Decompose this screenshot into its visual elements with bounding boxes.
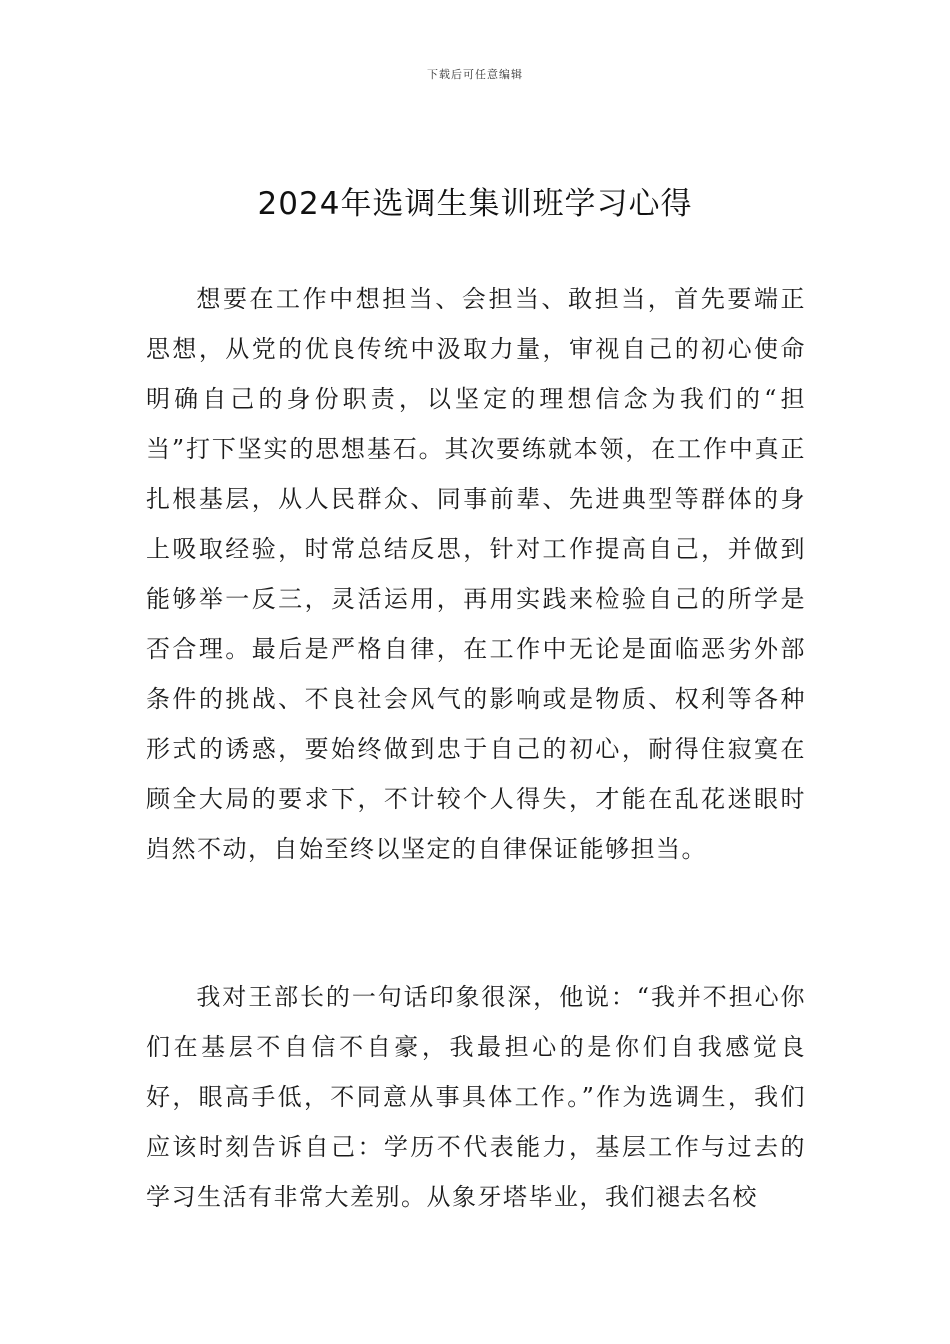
paragraph-2: 我对王部长的一句话印象很深，他说：“我并不担心你们在基层不自信不自豪，我最担心的是你们自我感觉良好，眼高手低，不同意从事具体工作。”作为选调生，我们应该时刻告诉自己：学历不代表能力，基层工作与过去的学习生活有非常大差别。从象牙塔毕业，我们褪去名校 bbox=[146, 983, 806, 1211]
document-title: 2024年选调生集训班学习心得 bbox=[257, 186, 693, 222]
header-note: 下载后可任意编辑 bbox=[427, 68, 523, 81]
paragraph-1: 想要在工作中想担当、会担当、敢担当，首先要端正思想，从党的优良传统中汲取力量，审视自己的初心使命明确自己的身份职责，以坚定的理想信念为我们的“担当”打下坚实的思想基石。其次要练就本领，在工作中真正扎根基层，从人民群众、同事前辈、先进典型等群体的身上吸取经验，时常总结反思，针对工作提高自己，并做到能够举一反三，灵活运用，再用实践来检验自己的所学是否合理。最后是严格自律，在工作中无论是面临恶劣外部条件的挑战、不良社会风气的影响或是物质、权利等各种形式的诱惑，要始终做到忠于自己的初心，耐得住寂寞在顾全大局的要求下，不计较个人得失，才能在乱花迷眼时岿然不动，自始至终以坚定的自律保证能够担当。 bbox=[146, 285, 806, 863]
